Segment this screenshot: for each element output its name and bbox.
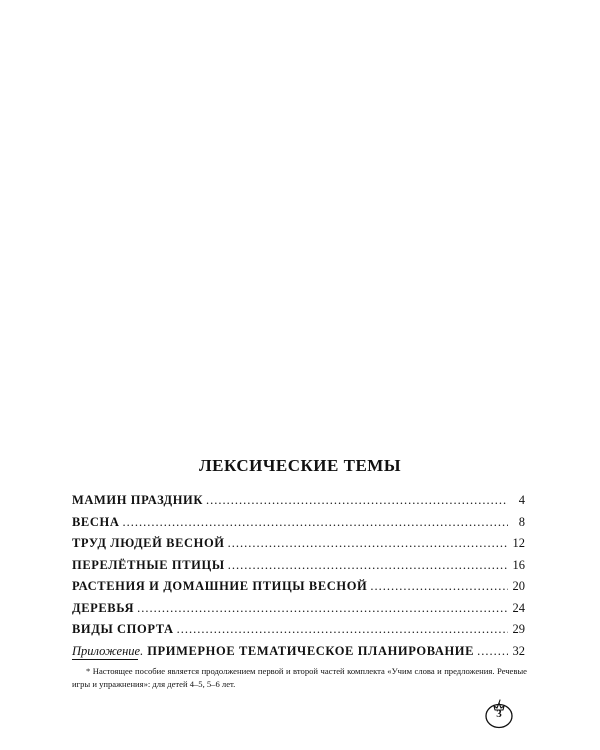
page-title: ЛЕКСИЧЕСКИЕ ТЕМЫ [198, 456, 402, 475]
toc-entry [72, 622, 525, 644]
toc-dot-leader [137, 601, 508, 616]
toc-entry-page: 32 [512, 643, 525, 658]
toc-entry-title: ДЕРЕВЬЯ [72, 600, 135, 615]
footnote: * Настоящее пособие является продолжением первой и второй частей комплекта «Учим слова и предложения. Речевые игры и упражнения»: для детей 4–5, 5–6 лет. [72, 666, 527, 689]
toc-entry [72, 644, 525, 666]
toc-entry-title: МАМИН ПРАЗДНИК [72, 493, 204, 507]
toc-entry-title: ТРУД ЛЮДЕЙ ВЕСНОЙ [72, 536, 225, 550]
toc-entry [72, 493, 525, 515]
toc-dot-leader [228, 536, 508, 551]
toc-dot-leader [477, 644, 508, 659]
toc-entry-page: 8 [518, 514, 525, 529]
page-number: 3 [496, 708, 502, 720]
toc-entry-title: РАСТЕНИЯ И ДОМАШНИЕ ПТИЦЫ ВЕСНОЙ [72, 579, 368, 593]
toc-entry [72, 536, 525, 558]
footnote-divider [72, 659, 138, 660]
toc-dot-leader [228, 558, 508, 573]
toc-entry-page: 12 [512, 536, 525, 550]
toc-entry-page: 20 [512, 579, 525, 593]
toc-entry [72, 579, 525, 601]
toc-entry-page: 24 [512, 600, 525, 615]
page-number-badge [484, 699, 514, 729]
toc-entry-title: ПЕРЕЛЁТНЫЕ ПТИЦЫ [72, 557, 225, 572]
toc-entry-page: 29 [512, 622, 525, 636]
toc-entry [72, 558, 525, 580]
toc-entry-prefix: Приложение. [72, 643, 144, 658]
toc-dot-leader [370, 579, 508, 594]
toc-entry-title: ПРИМЕРНОЕ ТЕМАТИЧЕСКОЕ ПЛАНИРОВАНИЕ [147, 643, 475, 658]
table-of-contents [72, 493, 525, 665]
toc-entry-title: ВЕСНА [72, 514, 120, 529]
toc-entry-page: 16 [512, 557, 525, 572]
toc-dot-leader [122, 515, 508, 530]
toc-dot-leader [177, 622, 508, 637]
toc-entry-page: 4 [518, 493, 525, 507]
toc-dot-leader [206, 493, 508, 508]
toc-entry [72, 515, 525, 537]
toc-entry [72, 601, 525, 623]
toc-entry-title: ВИДЫ СПОРТА [72, 622, 174, 636]
